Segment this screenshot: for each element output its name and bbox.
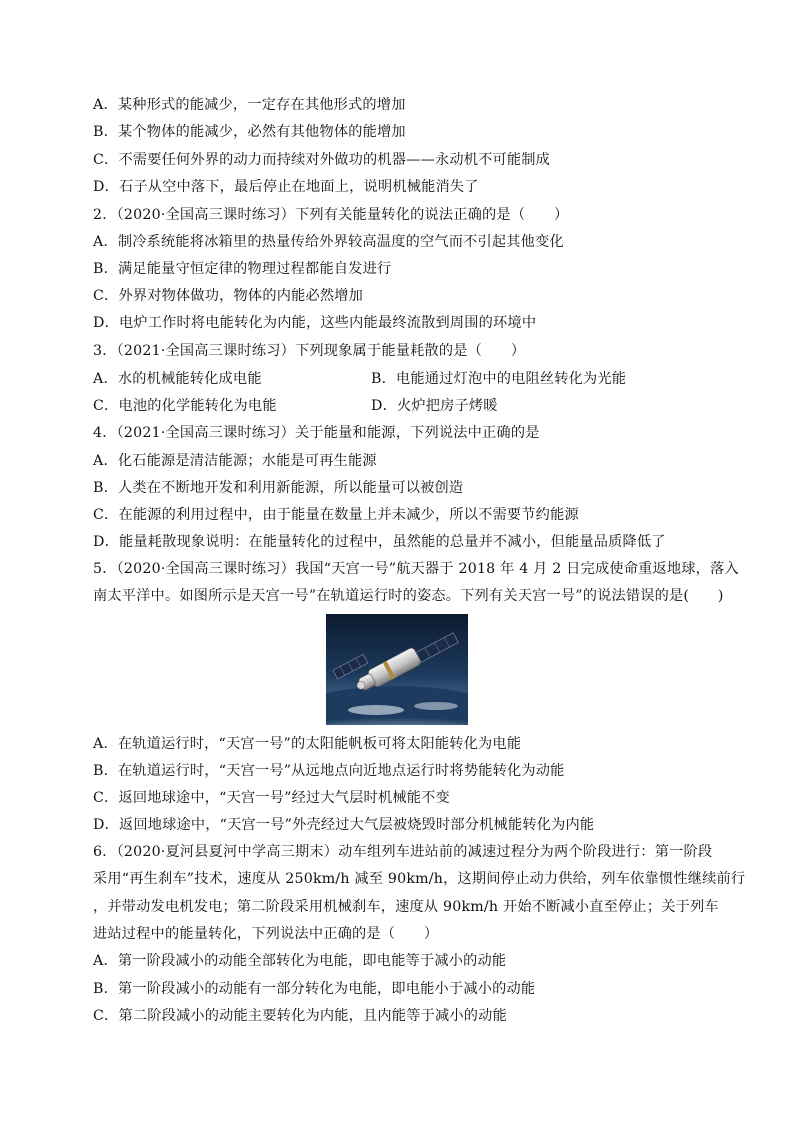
q4-stem: 4．（2021·全国高三课时练习）关于能量和能源，下列说法中正确的是 (93, 425, 540, 441)
q3-option-a: A．水的机械能转化成电能 (93, 371, 262, 387)
q5-option-c: C．返回地球途中，“天宫一号”经过大气层时机械能不变 (93, 790, 450, 806)
q2-stem: 2．（2020·全国高三课时练习）下列有关能量转化的说法正确的是（ ） (93, 207, 569, 223)
q4-option-c: C．在能源的利用过程中，由于能量在数量上并未减少，所以不需要节约能源 (93, 507, 579, 523)
q4-option-d: D．能量耗散现象说明：在能量转化的过程中，虽然能的总量并不减小，但能量品质降低了 (93, 534, 666, 550)
q5-stem-line-1: 5．（2020·全国高三课时练习）我国“天宫一号”航天器于 2018 年 4 月 2 日完成使命重返地球，落入 (93, 561, 739, 577)
q1-option-b: B．某个物体的能减少，必然有其他物体的能增加 (93, 124, 406, 140)
q3-row-2 (93, 396, 713, 416)
tiangong-satellite-image (326, 614, 468, 725)
q6-stem-line-3: ，并带动发电机发电；第二阶段采用机械刹车，速度从 90km/h 开始不断减小直至停止；关于列车 (93, 899, 719, 915)
q3-option-d: D．火炉把房子烤暖 (371, 398, 498, 414)
tiangong-figure (326, 614, 468, 725)
q2-option-b: B．满足能量守恒定律的物理过程都能自发进行 (93, 261, 392, 277)
q2-option-c: C．外界对物体做功，物体的内能必然增加 (93, 288, 364, 304)
q6-option-a: A．第一阶段减小的动能全部转化为电能，即电能等于减小的动能 (93, 953, 507, 969)
q5-stem-line-2: 南太平洋中。如图所示是天宫一号”在轨道运行时的姿态。下列有关天宫一号”的说法错误的是( ) (93, 588, 724, 604)
q1-option-a: A．某种形式的能减少，一定存在其他形式的增加 (93, 97, 406, 113)
q1-option-d: D．石子从空中落下，最后停止在地面上，说明机械能消失了 (93, 179, 479, 195)
q6-stem-line-1: 6．（2020·夏河县夏河中学高三期末）动车组列车进站前的减速过程分为两个阶段进行：第一阶段 (93, 844, 713, 860)
q5-option-b: B．在轨道运行时，“天宫一号”从远地点向近地点运行时将势能转化为动能 (93, 763, 565, 779)
q4-option-a: A．化石能源是清洁能源；水能是可再生能源 (93, 453, 377, 469)
q6-option-b: B．第一阶段减小的动能有一部分转化为电能，即电能小于减小的动能 (93, 981, 536, 997)
q6-option-c: C．第二阶段减小的动能主要转化为内能，且内能等于减小的动能 (93, 1008, 507, 1024)
q2-option-a: A．制冷系统能将冰箱里的热量传给外界较高温度的空气而不引起其他变化 (93, 234, 564, 250)
q5-option-d: D．返回地球途中，“天宫一号”外壳经过大气层被烧毁时部分机械能转化为内能 (93, 817, 595, 833)
q3-option-b: B．电能通过灯泡中的电阻丝转化为光能 (371, 371, 627, 387)
q3-stem: 3．（2021·全国高三课时练习）下列现象属于能量耗散的是（ ） (93, 343, 526, 359)
q6-stem-line-4: 进站过程中的能量转化，下列说法中正确的是（ ） (93, 926, 439, 942)
q6-stem-line-2: 采用“再生刹车”技术，速度从 250km/h 减至 90km/h，这期间停止动力供给，列车依靠惯性继续前行 (93, 871, 746, 887)
q4-option-b: B．人类在不断地开发和利用新能源，所以能量可以被创造 (93, 480, 464, 496)
q2-option-d: D．电炉工作时将电能转化为内能，这些内能最终流散到周围的环境中 (93, 315, 537, 331)
q5-option-a: A．在轨道运行时，“天宫一号”的太阳能帆板可将太阳能转化为电能 (93, 736, 522, 752)
q3-row-1 (93, 369, 713, 389)
q3-option-c: C．电池的化学能转化为电能 (93, 398, 277, 414)
q1-option-c: C．不需要任何外界的动力而持续对外做功的机器——永动机不可能制成 (93, 152, 551, 168)
